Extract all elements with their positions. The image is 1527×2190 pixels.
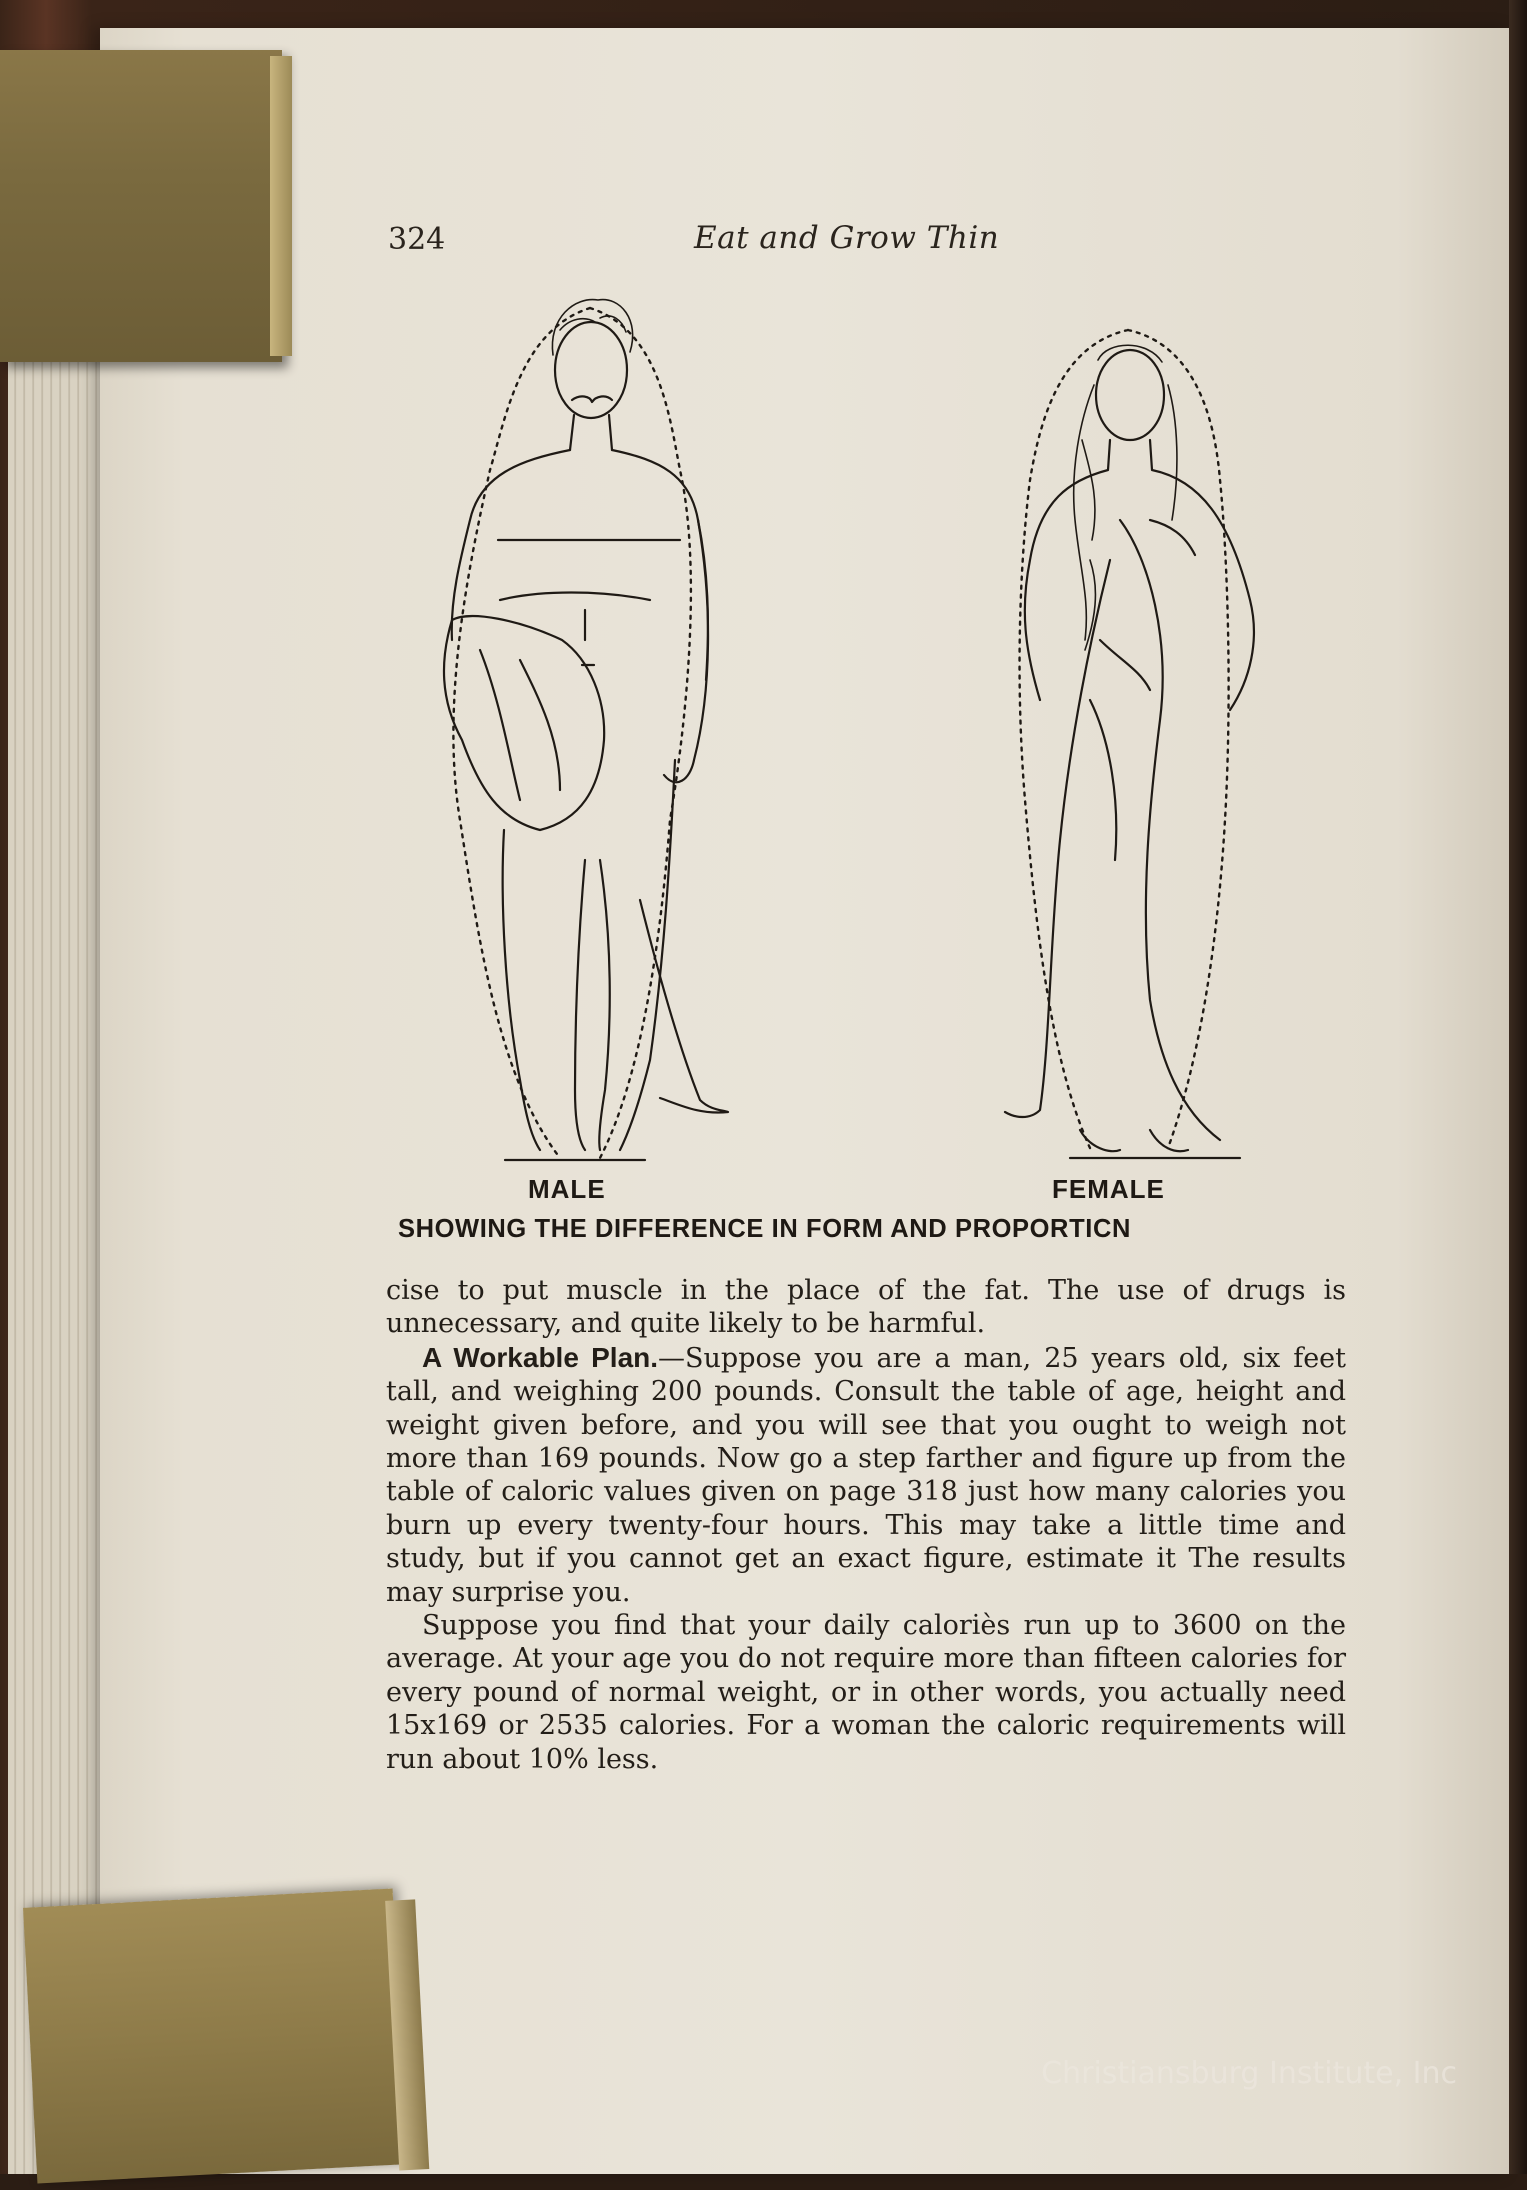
- run-in-heading: A Workable Plan.: [422, 1341, 659, 1373]
- male-right-arm: [664, 520, 708, 782]
- male-mustache: [572, 396, 612, 402]
- paragraph-1: cise to put muscle in the place of the fat. The use of drugs is unnecessary, and quite likely to be harmful.: [386, 1275, 1346, 1340]
- male-torso: [452, 450, 708, 680]
- female-head: [1096, 350, 1164, 440]
- male-neck: [570, 415, 612, 450]
- female-drape: [1005, 520, 1220, 1140]
- male-robe-trail: [640, 900, 728, 1113]
- female-figure: [1005, 330, 1254, 1158]
- paragraph-2-text: —Suppose you are a man, 25 years old, six feet tall, and weighing 200 pounds. Consult the table of age, height and weight given before, and you will see that you ought to weigh not more than 169 pounds. Now go a step farther and figure up from the table of caloric values given on page 318 just how many calories you burn up every twenty-four hours. This may take a little time and study, but if you cannot get an exact figure, estimate it The results may surprise you.: [386, 1342, 1346, 1608]
- female-label: FEMALE: [1052, 1174, 1165, 1204]
- watermark: Christiansburg Institute, Inc: [1041, 2056, 1457, 2091]
- paragraph-3: Suppose you find that your daily caloriès run up to 3600 on the average. At your age you do not require more than fifteen calories for every pound of normal weight, or in other words, you actually need 15x169 or 2535 calories. For a woman the caloric requirements will run about 10% less.: [386, 1610, 1346, 1775]
- body-text: [386, 1274, 1346, 1776]
- male-figure: [444, 300, 728, 1160]
- male-head: [555, 322, 627, 418]
- paragraph-2: [386, 1341, 1346, 1609]
- running-title: Eat and Grow Thin: [694, 220, 1000, 256]
- male-drape: [444, 616, 604, 830]
- figure-caption: SHOWING THE DIFFERENCE IN FORM AND PROPORTICN: [398, 1215, 1131, 1243]
- female-hair: [1074, 345, 1177, 650]
- female-hands: [1100, 520, 1195, 690]
- page-number: 324: [388, 222, 446, 257]
- male-legs: [503, 760, 675, 1150]
- male-label: MALE: [528, 1174, 606, 1204]
- female-proportion-outline: [1020, 330, 1229, 1148]
